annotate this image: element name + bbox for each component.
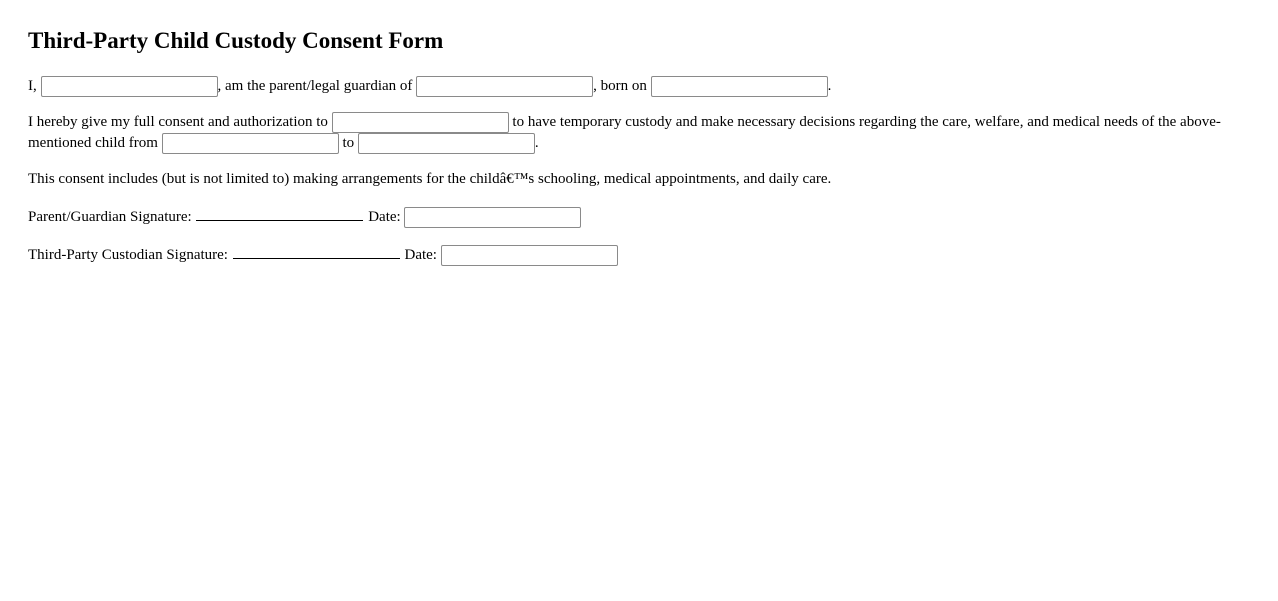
guardian-statement: [28, 76, 1250, 97]
parent-sign-date-input[interactable]: [404, 207, 581, 228]
consent-scope-statement: This consent includes (but is not limited to) making arrangements for the childâ€™s schooling, medical appointments, and daily care.: [28, 171, 832, 188]
authorization-mid-text: to have temporary custody and make necessary decisions regarding the care, welfare, and medical needs of the above-mentioned child from: [28, 114, 1221, 152]
authorization-statement: [28, 112, 1250, 154]
guardian-prefix-text: I,: [28, 78, 37, 94]
page-title: Third-Party Child Custody Consent Form: [28, 28, 444, 53]
custodian-sign-date-input[interactable]: [441, 245, 618, 266]
child-name-input[interactable]: [416, 76, 593, 97]
custodian-signature-line[interactable]: [233, 243, 400, 259]
birth-date-input[interactable]: [651, 76, 828, 97]
guardian-end-period: .: [827, 78, 832, 94]
authorization-end-period: .: [534, 135, 539, 152]
from-date-input[interactable]: [162, 133, 339, 154]
parent-signature-row: [28, 205, 1250, 228]
custodian-signature-label: Third-Party Custodian Signature:: [28, 247, 228, 264]
guardian-mid-text: , am the parent/legal guardian of: [217, 78, 413, 94]
authorization-prefix-text: I hereby give my full consent and authorization to: [28, 114, 328, 131]
parent-date-label: Date:: [368, 209, 401, 226]
to-text: to: [342, 135, 355, 152]
custodian-name-input[interactable]: [332, 112, 509, 133]
parent-signature-label: Parent/Guardian Signature:: [28, 209, 192, 226]
guardian-name-input[interactable]: [41, 76, 218, 97]
born-on-text: , born on: [593, 78, 647, 94]
custodian-signature-row: [28, 243, 1250, 266]
consent-form-page: [0, 0, 1278, 266]
custodian-date-label: Date:: [404, 247, 437, 264]
parent-signature-line[interactable]: [196, 205, 363, 221]
to-date-input[interactable]: [358, 133, 535, 154]
